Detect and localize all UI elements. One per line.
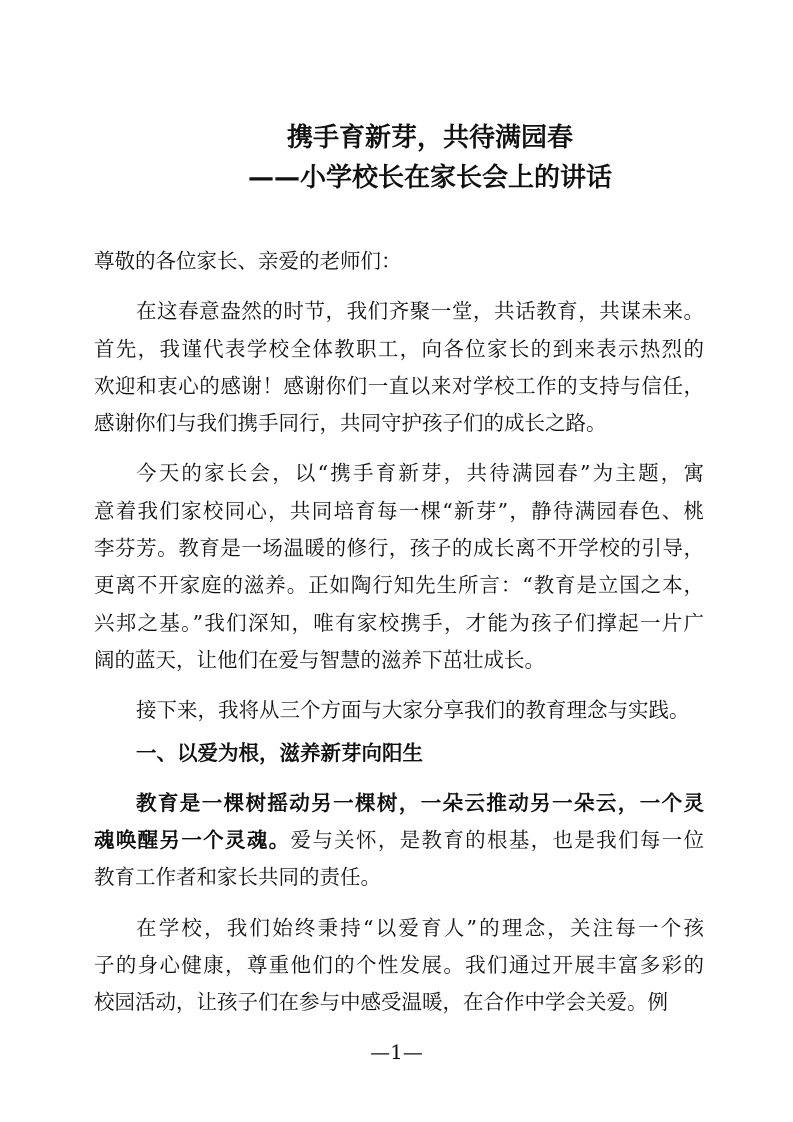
document-title: 携手育新芽，共待满园春 xyxy=(286,123,573,153)
bold-text: 魂唤醒另一个灵魂。 xyxy=(94,828,291,853)
document-subtitle: ——小学校长在家长会上的讲话 xyxy=(247,163,612,193)
line-text: 今天的家长会，以“携手育新芽，共待满园春”为主题，寓 xyxy=(136,461,704,486)
line-text: 教育工作者和家长共同的责任。 xyxy=(94,865,381,890)
text-line xyxy=(94,642,704,679)
line-text: 意着我们家校同心，共同培育每一棵“新芽”，静待满园春色、桃 xyxy=(94,498,704,523)
line-text: 更离不开家庭的滋养。正如陶行知先生所言：“教育是立国之本， xyxy=(94,573,704,598)
bold-text: 教育是一棵树摇动另一棵树，一朵云推动另一朵云，一个灵 xyxy=(136,790,704,815)
text-line xyxy=(94,567,704,604)
section-heading xyxy=(94,735,704,772)
text-line xyxy=(94,859,704,896)
line-text: 爱与关怀，是教育的根基，也是我们每一位 xyxy=(290,828,704,853)
text-line xyxy=(94,455,704,492)
paragraph xyxy=(94,455,704,679)
text-line xyxy=(94,822,704,859)
text-line xyxy=(94,331,704,368)
text-line xyxy=(94,605,704,642)
text-line xyxy=(94,368,704,405)
document-body xyxy=(94,243,704,1022)
paragraph xyxy=(94,293,704,442)
text-line xyxy=(94,692,704,729)
text-line xyxy=(94,405,704,442)
paragraph xyxy=(94,785,704,897)
line-text: 校园活动，让孩子们在参与中感受温暖，在合作中学会关爱。例 xyxy=(94,990,668,1015)
line-text: 接下来，我将从三个方面与大家分享我们的教育理念与实践。 xyxy=(136,698,690,723)
line-text: 兴邦之基。”我们深知，唯有家校携手，才能为孩子们撑起一片广 xyxy=(94,610,704,635)
page-number: —1— xyxy=(370,1040,423,1064)
line-text: 一、以爱为根，滋养新芽向阳生 xyxy=(136,740,423,765)
text-line xyxy=(94,785,704,822)
paragraph xyxy=(94,692,704,729)
text-line xyxy=(94,735,704,772)
line-text: 在学校，我们始终秉持“以爱育人”的理念，关注每一个孩 xyxy=(136,915,704,940)
line-text: 阔的蓝天，让他们在爱与智慧的滋养下茁壮成长。 xyxy=(94,647,545,672)
text-line xyxy=(94,910,704,947)
text-line xyxy=(94,293,704,330)
text-line xyxy=(94,530,704,567)
text-line xyxy=(94,947,704,984)
line-text: 李芬芳。教育是一场温暖的修行，孩子的成长离不开学校的引导， xyxy=(94,536,704,561)
line-text: 子的身心健康，尊重他们的个性发展。我们通过开展丰富多彩的 xyxy=(94,953,704,978)
line-text: 感谢你们与我们携手同行，共同守护孩子们的成长之路。 xyxy=(94,411,607,436)
line-text: 欢迎和衷心的感谢！感谢你们一直以来对学校工作的支持与信任， xyxy=(94,373,704,398)
line-text: 在这春意盎然的时节，我们齐聚一堂，共话教育，共谋未来。 xyxy=(136,299,704,324)
greeting: 尊敬的各位家长、亲爱的老师们： xyxy=(94,249,402,273)
text-line xyxy=(94,493,704,530)
paragraph xyxy=(94,910,704,1022)
line-text: 首先，我谨代表学校全体教职工，向各位家长的到来表示热烈的 xyxy=(94,336,704,361)
text-line xyxy=(94,984,704,1021)
